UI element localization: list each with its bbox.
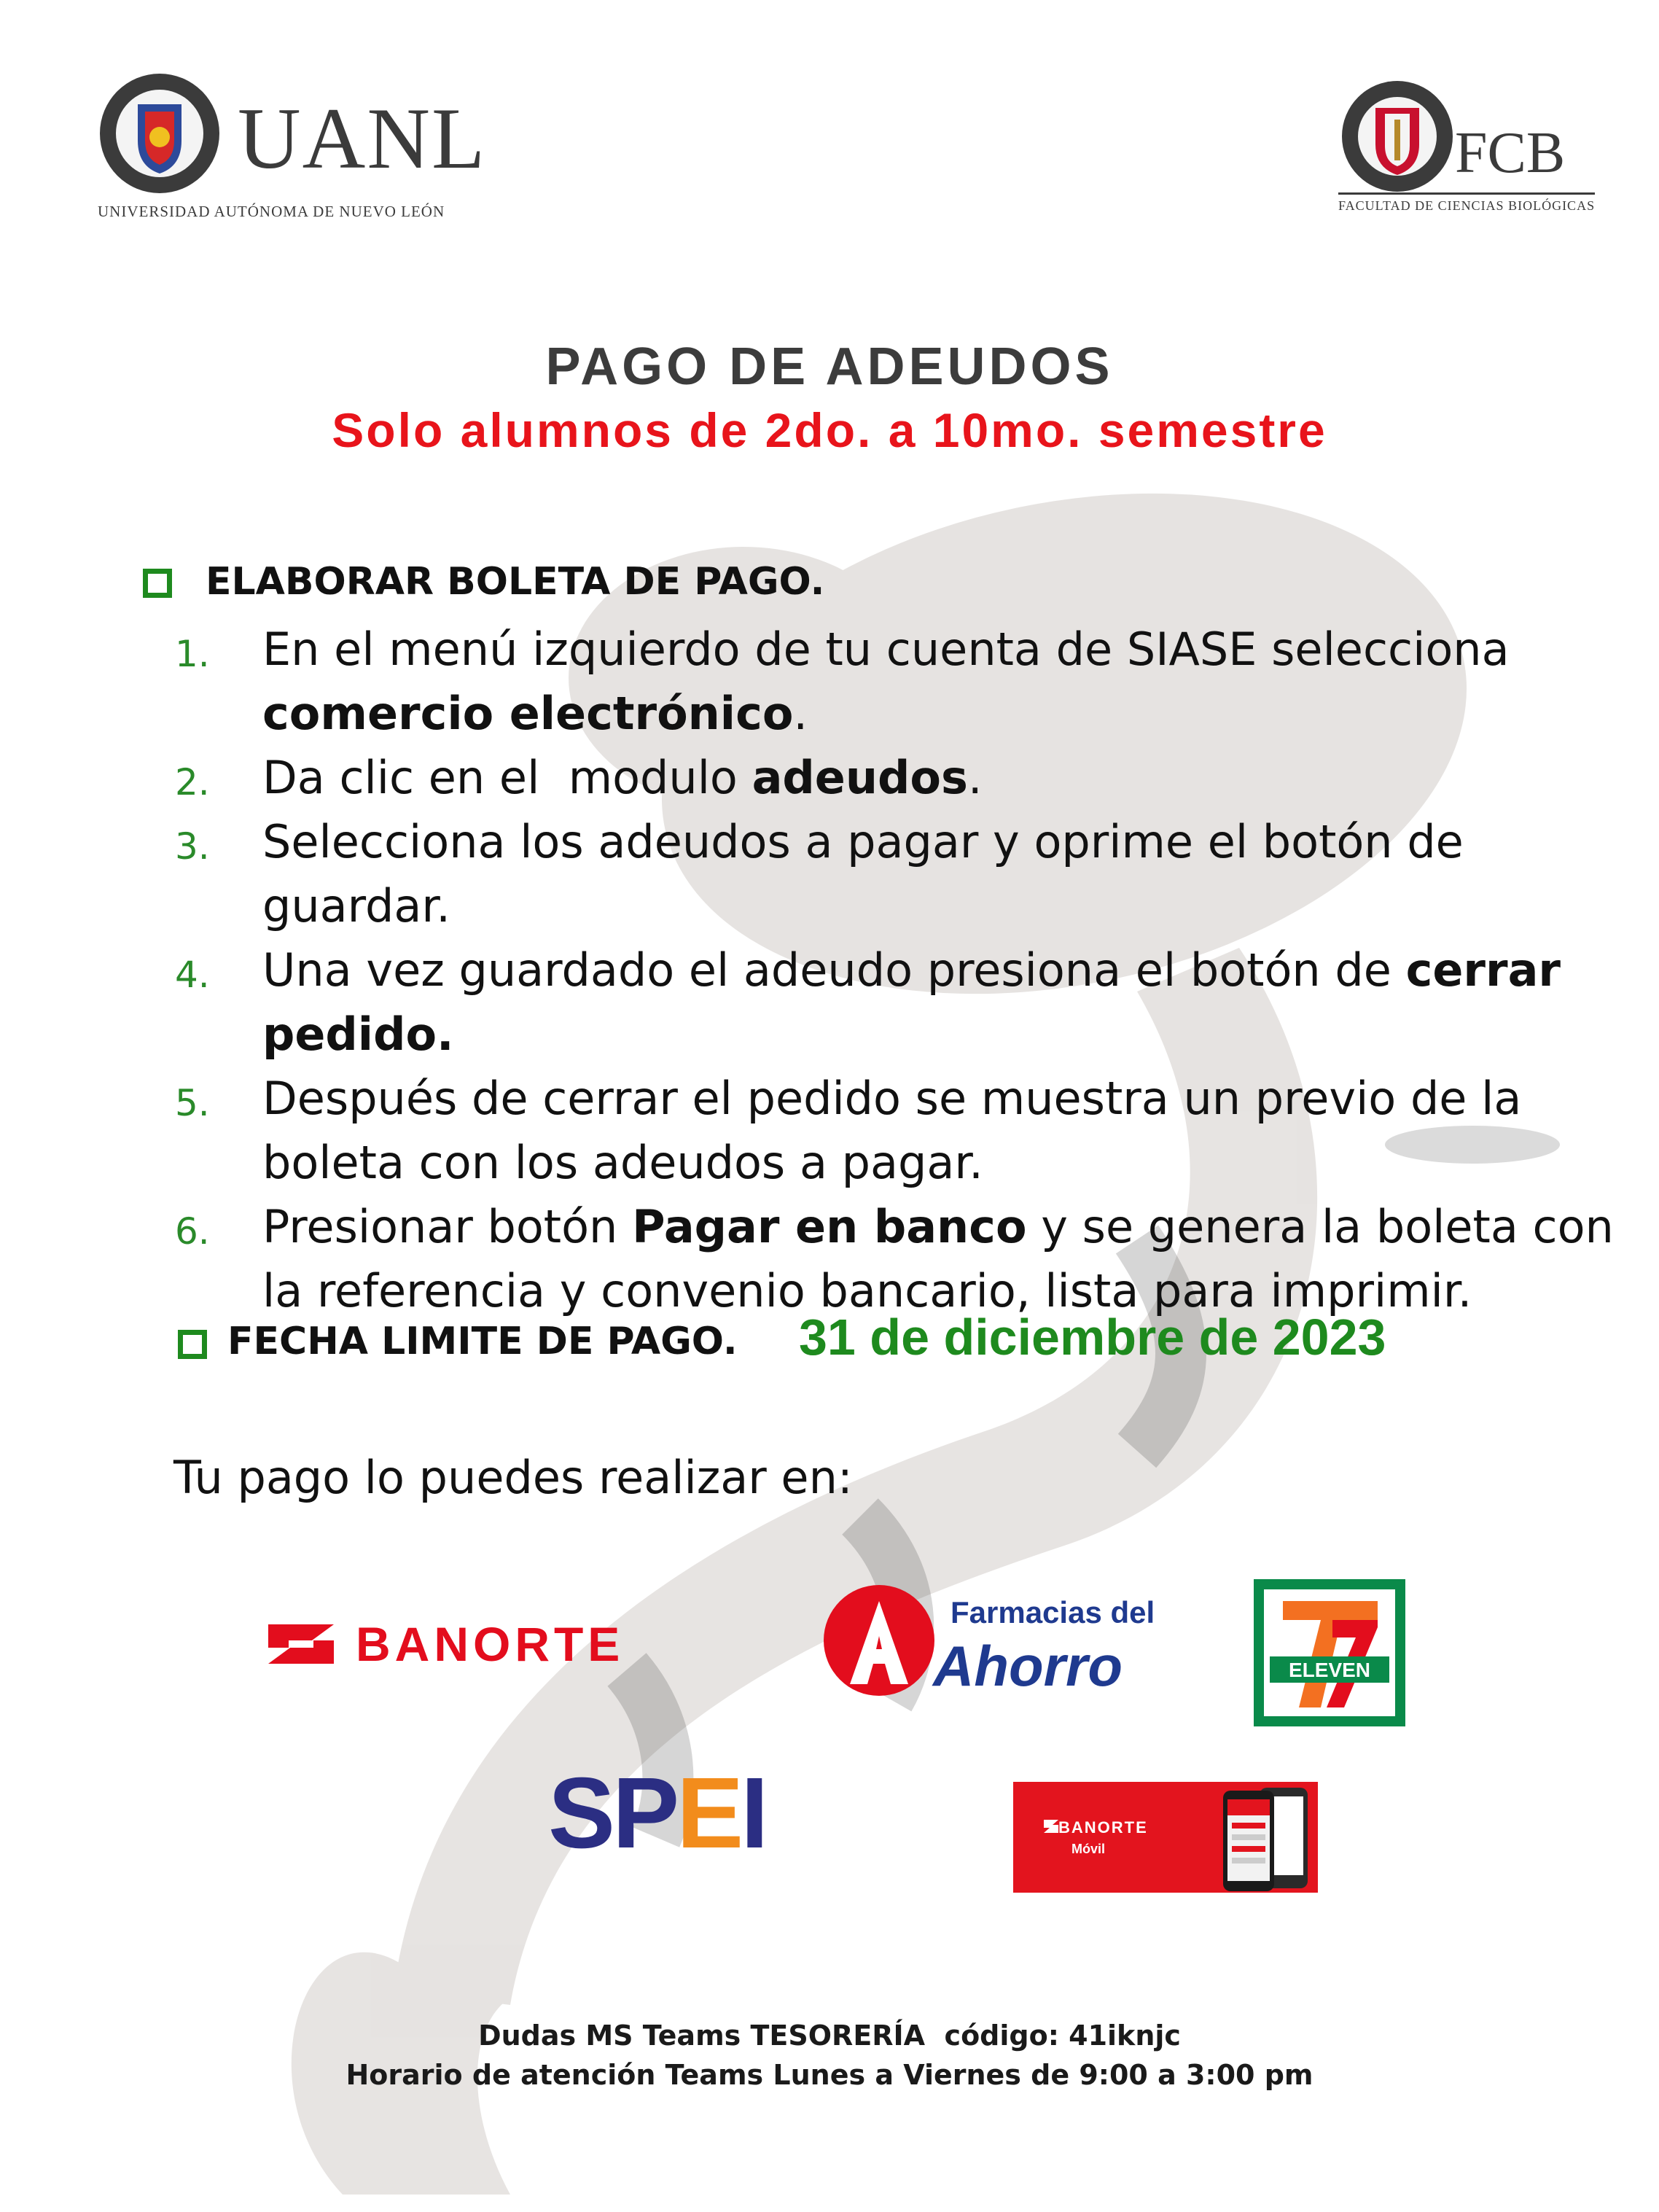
spei-logo: [548, 1766, 803, 1861]
step-line: [262, 687, 808, 740]
banorte-movil-subtitle: Móvil: [1071, 1842, 1106, 1856]
footer-contact: Dudas MS Teams TESORERÍA código: 41iknjc: [478, 2020, 1181, 2052]
fcb-subtitle: FACULTAD DE CIENCIAS BIOLÓGICAS: [1338, 198, 1596, 213]
step-number: 1.: [175, 633, 210, 675]
seven-eleven-wordmark: ELEVEN: [1288, 1659, 1371, 1681]
phones-icon: [1220, 1783, 1315, 1893]
step-line: Selecciona los adeudos a pagar y oprime el botón de: [262, 815, 1464, 868]
section1-heading: ELABORAR BOLETA DE PAGO.: [206, 560, 825, 604]
step-tail: .: [967, 751, 983, 804]
step-bold-text: adeudos: [752, 751, 968, 804]
step-number: 3.: [175, 825, 210, 868]
ahorro-a-icon: [821, 1582, 945, 1699]
farmacias-del-ahorro-logo: [821, 1582, 1155, 1699]
step-text: Una vez guardado el adeudo presiona el botón de: [262, 943, 1406, 997]
banorte-symbol-icon: [261, 1619, 341, 1670]
step-bold-text: pedido.: [262, 1008, 454, 1061]
payment-intro: Tu pago lo puedes realizar en:: [173, 1451, 853, 1504]
spei-wordmark: [548, 1766, 803, 1861]
section2-heading: FECHA LIMITE DE PAGO.: [227, 1320, 738, 1363]
step-bold-text: cerrar: [1405, 943, 1561, 997]
banorte-movil-name: BANORTE: [1058, 1818, 1148, 1837]
ahorro-bottom-text: Ahorro: [933, 1634, 1123, 1698]
spei-text: SPEI: [548, 1766, 766, 1861]
step-tail: .: [793, 687, 808, 740]
fcb-wordmark: FCB: [1455, 121, 1566, 185]
step-bold-text: Pagar en banco: [632, 1200, 1027, 1253]
page-subtitle: Solo alumnos de 2do. a 10mo. semestre: [332, 403, 1327, 457]
step-line: guardar.: [262, 879, 450, 932]
step-number: 4.: [175, 954, 210, 996]
banorte-movil-banner: [1013, 1782, 1318, 1893]
step-line: En el menú izquierdo de tu cuenta de SIASE selecciona: [262, 623, 1510, 676]
banorte-logo: [261, 1619, 669, 1670]
uanl-wordmark: UANL: [238, 90, 487, 187]
step-line: boleta con los adeudos a pagar.: [262, 1136, 983, 1189]
payment-deadline: 31 de diciembre de 2023: [799, 1309, 1386, 1366]
section2-checkbox-icon: [178, 1330, 207, 1359]
step-line: [262, 1200, 1614, 1253]
footer-hours: Horario de atención Teams Lunes a Viernes de 9:00 a 3:00 pm: [346, 2059, 1313, 2091]
section1-checkbox-icon: [143, 569, 172, 598]
step-number: 5.: [175, 1082, 210, 1124]
seven-eleven-logo: [1254, 1579, 1405, 1726]
ahorro-top-text: Farmacias del: [950, 1595, 1155, 1629]
uanl-seal-logo: [98, 71, 222, 195]
step-line: [262, 1008, 454, 1061]
step-number: 2.: [175, 761, 210, 803]
fcb-seal-logo: [1340, 79, 1455, 194]
step-line: [262, 943, 1561, 997]
step-line: [262, 751, 983, 804]
step-text: Presionar botón: [262, 1200, 633, 1253]
step-text: Da clic en el modulo: [262, 751, 752, 804]
page-title: PAGO DE ADEUDOS: [545, 338, 1114, 396]
uanl-subtitle: UNIVERSIDAD AUTÓNOMA DE NUEVO LEÓN: [98, 203, 445, 220]
fcb-divider: [1338, 192, 1595, 195]
banorte-wordmark: BANORTE: [356, 1617, 625, 1671]
step-bold-text: comercio electrónico: [262, 687, 794, 740]
step-number: 6.: [175, 1210, 210, 1253]
step-line: Después de cerrar el pedido se muestra un previo de la: [262, 1072, 1522, 1125]
step-line: la referencia y convenio bancario, lista para imprimir.: [262, 1264, 1472, 1317]
step-tail: y se genera la boleta con: [1026, 1200, 1614, 1253]
